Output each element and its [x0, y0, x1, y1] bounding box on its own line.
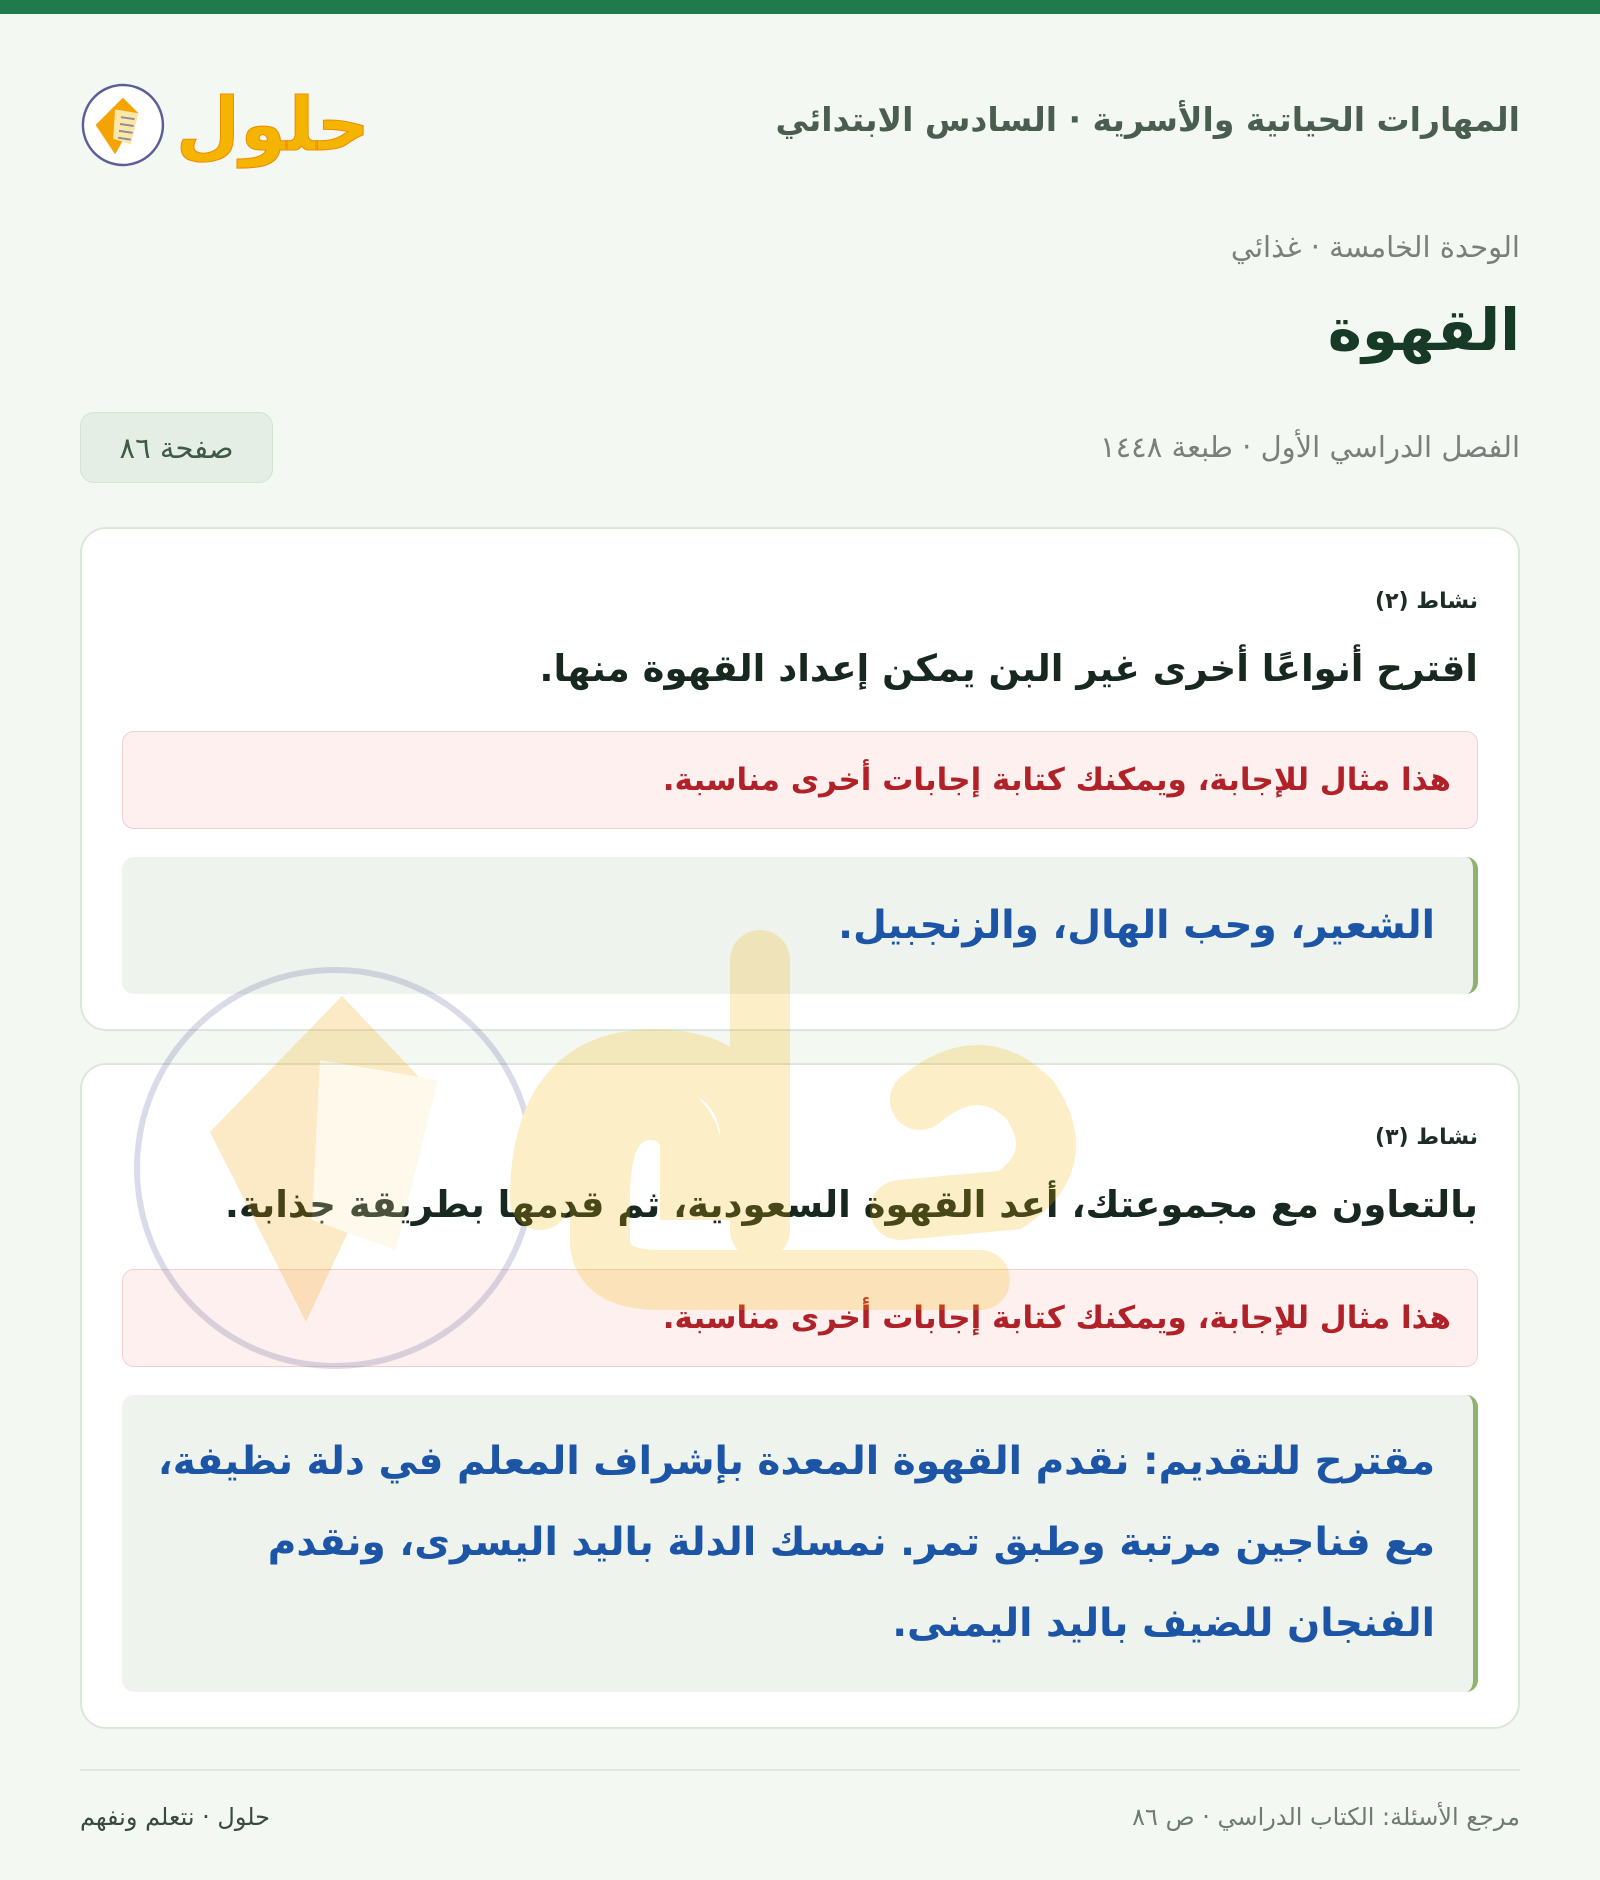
activity-label: نشاط (٢)	[1375, 589, 1478, 614]
example-answer-note: هذا مثال للإجابة، ويمكنك كتابة إجابات أخرى مناسبة.	[122, 1269, 1478, 1367]
activity-card	[80, 527, 1520, 1031]
logo-wordmark: حلول	[175, 82, 370, 168]
activity-label: نشاط (٣)	[1375, 1125, 1478, 1150]
activity-question: بالتعاون مع مجموعتك، أعد القهوة السعودية، ثم قدمها بطريقة جذابة.	[224, 1183, 1478, 1226]
brand-logo[interactable]	[80, 70, 370, 180]
page-header	[80, 70, 1520, 180]
example-answer-note: هذا مثال للإجابة، ويمكنك كتابة إجابات أخرى مناسبة.	[122, 731, 1478, 829]
top-accent-bar	[0, 0, 1600, 14]
course-title: المهارات الحياتية والأسرية · السادس الابتدائي	[775, 100, 1520, 139]
book-emblem-icon	[80, 81, 166, 169]
activity-card	[80, 1063, 1520, 1729]
footer-reference: مرجع الأسئلة: الكتاب الدراسي · ص ٨٦	[1132, 1803, 1520, 1831]
page-number-badge: صفحة ٨٦	[80, 412, 273, 483]
activity-question: اقترح أنواعًا أخرى غير البن يمكن إعداد القهوة منها.	[539, 647, 1478, 690]
term-edition: الفصل الدراسي الأول · طبعة ١٤٤٨	[1100, 430, 1520, 464]
page-title: القهوة	[1327, 296, 1520, 364]
answer-box: الشعير، وحب الهال، والزنجبيل.	[122, 857, 1478, 994]
footer-divider	[80, 1769, 1520, 1771]
footer-brand: حلول · نتعلم ونفهم	[80, 1803, 270, 1831]
unit-subtitle: الوحدة الخامسة · غذائي	[1230, 230, 1520, 264]
answer-box: مقترح للتقديم: نقدم القهوة المعدة بإشراف المعلم في دلة نظيفة، مع فناجين مرتبة وطبق تمر. نمسك الدلة باليد اليسرى، ونقدم الفنجان للضيف باليد اليمنى.	[122, 1395, 1478, 1692]
